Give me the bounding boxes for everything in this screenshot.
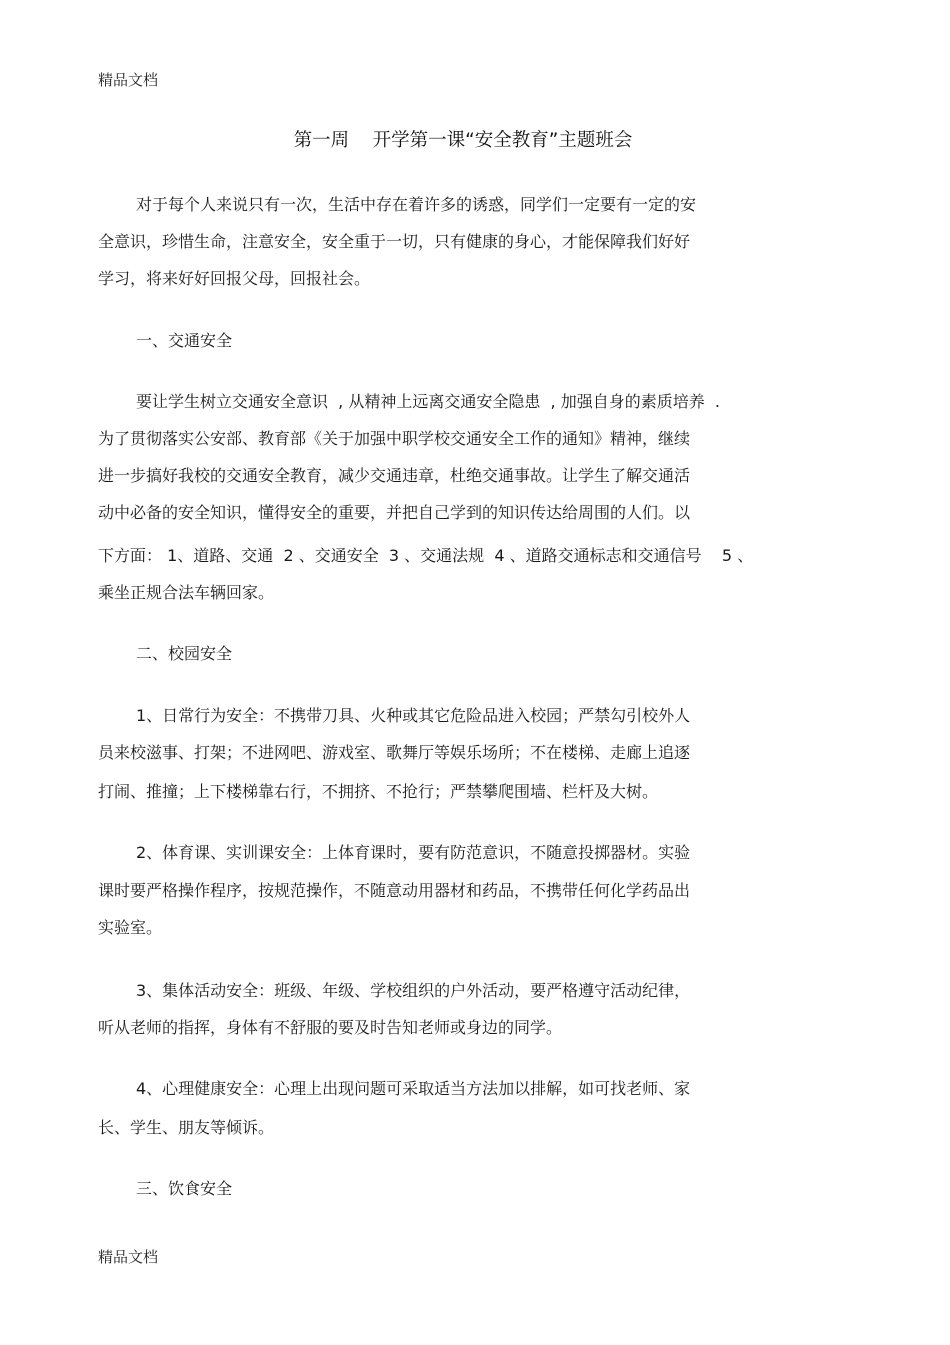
campus-item-line: 课时要严格操作程序，按规范操作，不随意动用器材和药品，不携带任何化学药品出 xyxy=(98,881,691,900)
document-title: 第一周 开学第一课“安全教育”主题班会 xyxy=(293,130,633,151)
section-heading-traffic: 一、交通安全 xyxy=(136,331,233,350)
campus-item-line: 1、日常行为安全：不携带刀具、火种或其它危险品进入校园；严禁勾引校外人 xyxy=(136,706,691,725)
traffic-line: 乘坐正规合法车辆回家。 xyxy=(98,583,275,602)
intro-line: 全意识，珍惜生命，注意安全，安全重于一切，只有健康的身心，才能保障我们好好 xyxy=(98,232,691,251)
campus-item-line: 4、心理健康安全：心理上出现问题可采取适当方法加以排解，如可找老师、家 xyxy=(136,1079,691,1098)
footer-watermark: 精品文档 xyxy=(98,1248,159,1266)
header-watermark: 精品文档 xyxy=(98,71,159,89)
campus-item-line: 长、学生、朋友等倾诉。 xyxy=(98,1118,275,1137)
campus-item-line: 打闹、推撞；上下楼梯靠右行，不拥挤、不抢行；严禁攀爬围墙、栏杆及大树。 xyxy=(98,782,659,801)
traffic-line: 进一步搞好我校的交通安全教育，减少交通违章，杜绝交通事故。让学生了解交通活 xyxy=(98,466,691,485)
traffic-line: 要让学生树立交通安全意识 , 从精神上远离交通安全隐患 , 加强自身的素质培养 . xyxy=(136,392,720,411)
section-heading-campus: 二、校园安全 xyxy=(136,644,233,663)
traffic-line: 下方面： 1、道路、交通 2 、交通安全 3 、交通法规 4 、道路交通标志和交通信号 5 、 xyxy=(98,546,754,565)
campus-item-line: 实验室。 xyxy=(98,918,163,937)
campus-item-line: 2、体育课、实训课安全：上体育课时，要有防范意识，不随意投掷器材。实验 xyxy=(136,843,691,862)
section-heading-food: 三、饮食安全 xyxy=(136,1179,233,1198)
traffic-line: 为了贯彻落实公安部、教育部《关于加强中职学校交通安全工作的通知》精神，继续 xyxy=(98,429,691,448)
intro-line: 对于每个人来说只有一次，生活中存在着许多的诱惑，同学们一定要有一定的安 xyxy=(136,195,697,214)
traffic-line: 动中必备的安全知识，懂得安全的重要，并把自己学到的知识传达给周围的人们。以 xyxy=(98,503,691,522)
intro-line: 学习，将来好好回报父母，回报社会。 xyxy=(98,269,371,288)
campus-item-line: 听从老师的指挥，身体有不舒服的要及时告知老师或身边的同学。 xyxy=(98,1018,563,1037)
campus-item-line: 员来校滋事、打架；不进网吧、游戏室、歌舞厅等娱乐场所；不在楼梯、走廊上追逐 xyxy=(98,743,691,762)
campus-item-line: 3、集体活动安全：班级、年级、学校组织的户外活动，要严格遵守活动纪律， xyxy=(136,981,691,1000)
